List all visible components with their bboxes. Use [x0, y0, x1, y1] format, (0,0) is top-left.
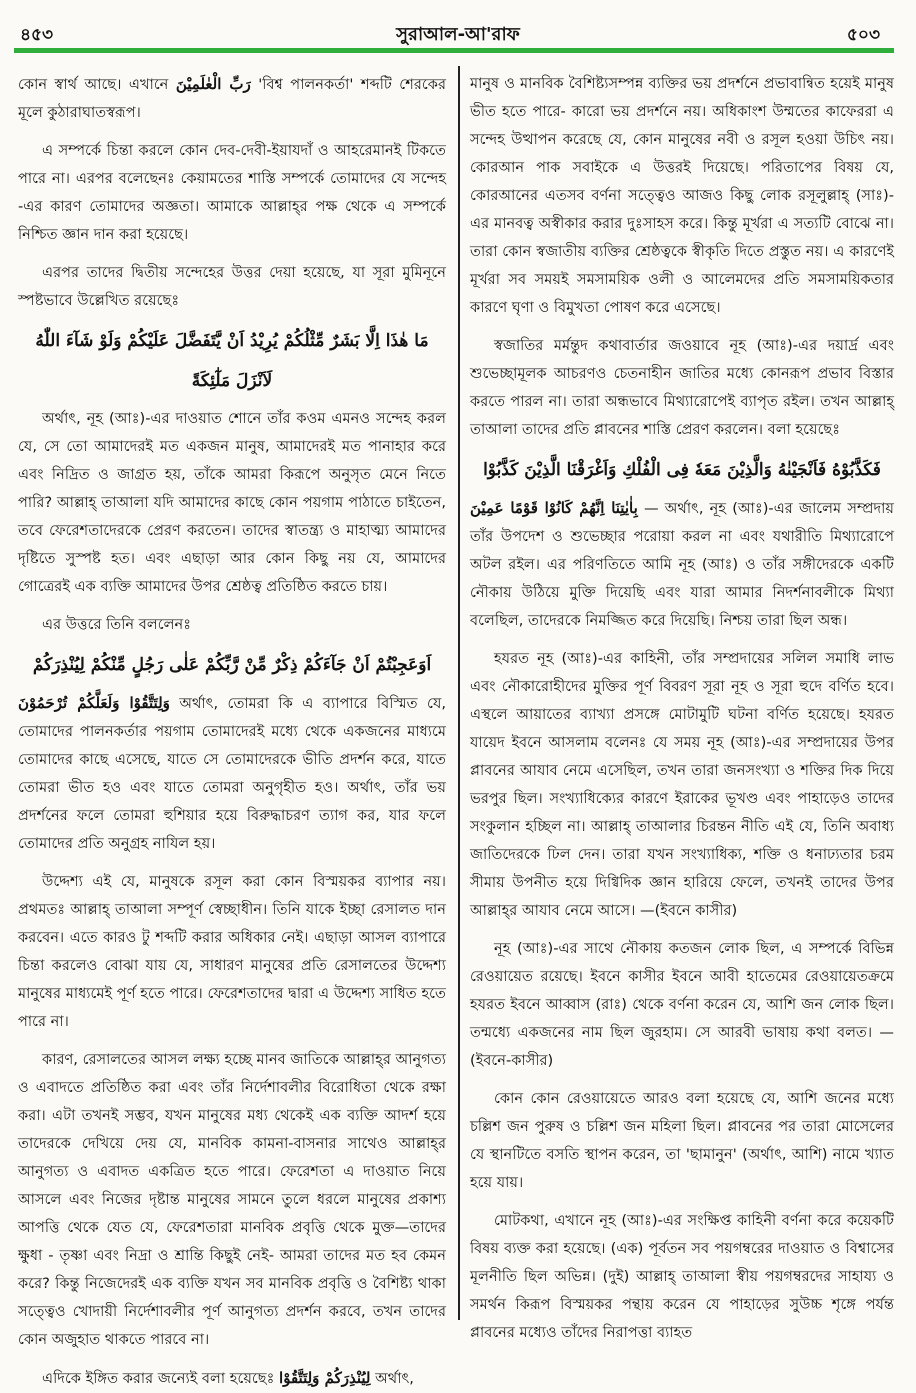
header-rule	[14, 48, 894, 53]
paragraph: উদ্দেশ্য এই যে, মানুষকে রসূল করা কোন বিস্ময়কর ব্যাপার নয়। প্রথমতঃ আল্লাহ্‌ তাআলা সম্পূর্ণ স্বেচ্ছাধীন। তিনি যাকে ইচ্ছা রেসালত দান করবেন। এতে কারও টু শব্দটি করার অধিকার নেই। এছাড়া আসল ব্যাপারে চিন্তা করলেও বোঝা যায় যে, সাধারণ মানুষের প্রতি রেসালতের উদ্দেশ্য মানুষের মাধ্যমেই পূর্ণ হতে পারে। ফেরেশতাদের দ্বারা এ উদ্দেশ্য সাধিত হতে পারে না।	[18, 873, 446, 1030]
paragraph: স্বজাতির মর্মন্তুদ কথাবার্তার জওয়াবে নূহ (আঃ)-এর দয়ার্দ্র এবং শুভেচ্ছামূলক আচরণও চেতনাহীন জাতির মধ্যে কোনরূপ প্রভাব বিস্তার করতে পারল না। তারা অন্ধভাবে মিথ্যারোপেই ব্যাপৃত রইল। তখন আল্লাহ্‌ তাআলা তাদের প্রতি প্লাবনের শাস্তি প্রেরণ করলেন। বলা হয়েছেঃ	[470, 337, 894, 438]
page-number-bengali: ৪৫৩	[20, 25, 54, 45]
paragraph: এ সম্পর্কে চিন্তা করলে কোন দেব-দেবী-ইয়াযদাঁ ও আহরেমানই টিকতে পারে না। এরপর বলেছেনঃ কেয়ামতের শাস্তি সম্পর্কে তোমাদের যে সন্দেহ -এর কারণ তোমাদের অজ্ঞতা। আমাকে আল্লাহ্‌র পক্ষ থেকে এ সম্পর্কে নিশ্চিত জ্ঞান দান করা হয়েছে।	[18, 142, 446, 243]
paragraph: মোটকথা, এখানে নূহ (আঃ)-এর সংক্ষিপ্ত কাহিনী বর্ণনা করে কয়েকটি বিষয় ব্যক্ত করা হয়েছে। (এক) পূর্বতন সব পয়গম্বরের দাওয়াত ও বিশ্বাসের মূলনীতি ছিল অভিন্ন। (দুই) আল্লাহ্‌ তাআলা স্বীয় পয়গম্বরদের সাহায্য ও সমর্থন কিরূপ বিস্ময়কর পন্থায় করেন যে পাহাড়ের সুউচ্চ শৃঙ্গে পর্যন্ত প্লাবনের মধ্যেও তাঁদের নিরাপত্তা ব্যাহত	[470, 1212, 894, 1341]
paragraph: وَلِتَتَّقُوْا وَلَعَلَّكُمْ تُرْحَمُوْنَ অর্থাৎ, তোমরা কি এ ব্যাপারে বিস্মিত যে, তোমাদের পালনকর্তার পয়গাম তোমাদেরই মধ্যে থেকে একজনের মাধ্যমে তোমাদের কাছে এসেছে, যাতে সে তোমাদেরকে ভীতি প্রদর্শন করে, যাতে তোমরা ভীত হও এবং যাতে তোমরা অনুগৃহীত হও। অর্থাৎ, তাঁর ভয় প্রদর্শনের ফলে তোমরা হুশিয়ার হয়ে বিরুদ্ধাচরণ ত্যাগ কর, যার ফলে তোমাদের প্রতি অনুগ্রহ নাযিল হয়।	[18, 694, 446, 852]
inline-arabic: بِاٰيٰتِنَا اِنَّهُمْ كَانُوْا قَوْمًا عَمِيْنَ	[470, 499, 638, 517]
arabic-verse: مَا هٰذَا اِلَّا بَشَرٌ مِّثْلُكُمْ يُرِيْدُ اَنْ يَّتَفَضَّلَ عَلَيْكُمْ وَلَوْ شَآءَ اللّٰهُ	[35, 331, 429, 351]
inline-arabic: وَلِتَتَّقُوْا وَلَعَلَّكُمْ تُرْحَمُوْنَ	[18, 694, 170, 712]
right-column	[470, 70, 894, 1341]
page-number-right: ৫০৩	[846, 25, 880, 45]
paragraph: কারণ, রেসালতের আসল লক্ষ্য হচ্ছে মানব জাতিকে আল্লাহ্‌র আনুগত্য ও এবাদতে প্রতিষ্ঠিত করা এবং তাঁর নির্দেশাবলীর বিরোধিতা থেকে রক্ষা করা। এটা তখনই সম্ভব, যখন মানুষের মধ্য থেকেই এক ব্যক্তি আদর্শ হয়ে তাদেরকে দেখিয়ে দেয় যে, মানবিক কামনা-বাসনার সাথেও আল্লাহ্‌র আনুগত্য ও এবাদত একত্রিত হতে পারে। ফেরেশতা এ দাওয়াত নিয়ে আসলে এবং নিজের দৃষ্টান্ত মানুষের সামনে তুলে ধরলে মানুষের প্রকাশ্য আপত্তি থেকে যেত যে, ফেরেশতারা মানবিক প্রবৃত্তি থেকে মুক্ত—তাদের ক্ষুধা - তৃষ্ণা এবং নিদ্রা ও শ্রান্তি কিছুই নেই- আমরা তাদের মত হব কেমন করে? কিন্তু নিজেদেরই এক ব্যক্তি যখন সব মানবিক প্রবৃত্তি ও বৈশিষ্ট্য থাকা সত্ত্বেও খোদায়ী নির্দেশাবলীর পূর্ণ আনুগত্য প্রদর্শন করবে, তখন তাদের কোন অজুহাত থাকতে পারবে না।	[18, 1051, 446, 1348]
paragraph: এদিকে ইঙ্গিত করার জন্যেই বলা হয়েছেঃ لِيُنْذِرَكُمْ وَلِتَتَّقُوْا অর্থাৎ,	[42, 1369, 414, 1387]
paragraph: নূহ (আঃ)-এর সাথে নৌকায় কতজন লোক ছিল, এ সম্পর্কে বিভিন্ন রেওয়ায়েত রয়েছে। ইবনে কাসীর ইবনে আবী হাতেমের রেওয়ায়েতক্রমে হযরত ইবনে আব্বাস (রাঃ) থেকে বর্ণনা করেন যে, আশি জন লোক ছিল। তন্মধ্যে একজনের নাম ছিল জুরহাম। সে আরবী ভাষায় কথা বলত। —(ইবনে-কাসীর)	[470, 940, 894, 1069]
arabic-verse: فَكَذَّبُوْهُ فَاَنْجَيْنٰهُ وَالَّذِيْنَ مَعَهٗ فِى الْفُلْكِ وَاَغْرَقْنَا الَّذِيْنَ كَذَّبُوْا	[483, 460, 881, 480]
paragraph: মানুষ ও মানবিক বৈশিষ্ট্যসম্পন্ন ব্যক্তির ভয় প্রদর্শনে প্রভাবান্বিত হয়েই মানুষ ভীত হতে পারে- কারো ভয় প্রদর্শনে নয়। অধিকাংশ উম্মতের কাফেররা এ সন্দেহ উত্থাপন করেছে যে, কোন মানুষের নবী ও রসূল হওয়া উচিৎ নয়। কোরআন পাক সবাইকে এ উত্তরই দিয়েছে। পরিতাপের বিষয় যে, কোরআনের এতসব বর্ণনা সত্ত্বেও আজও কিছু লোক রসূলুল্লাহ্‌ (সাঃ)-এর মানবত্ব অস্বীকার করার দুঃসাহস করে। কিন্তু মূর্খরা এ সত্যটি বোঝে না। তারা কোন স্বজাতীয় ব্যক্তির শ্রেষ্ঠত্বকে স্বীকৃতি দিতে প্রস্তুত নয়। এ কারণেই মূর্খরা সব সময়ই সমসাময়িক ওলী ও আলেমদের প্রতি সমসাময়িকতার কারণে ঘৃণা ও বিমুখতা পোষণ করে এসেছে।	[470, 75, 894, 316]
paragraph: এর উত্তরে তিনি বললেনঃ	[42, 616, 191, 633]
surah-title: সুরাআল-আ'রাফ	[396, 24, 520, 45]
column-divider	[458, 66, 460, 1320]
page-header	[0, 0, 916, 56]
inline-arabic: لِيُنْذِرَكُمْ وَلِتَتَّقُوْا	[279, 1369, 371, 1387]
left-column	[18, 70, 446, 1387]
paragraph: কোন কোন রেওয়ায়েতে আরও বলা হয়েছে যে, আশি জনের মধ্যে চল্লিশ জন পুরুষ ও চল্লিশ জন মহিলা ছিল। প্লাবনের পর তারা মোসেলের যে স্থানটিতে বসতি স্থাপন করেন, তা 'ছামানুন' (অর্থাৎ, আশি) নামে খ্যাত হয়ে যায়।	[470, 1090, 894, 1191]
inline-arabic: رَبِّ الْعٰلَمِيْنَ	[175, 75, 251, 93]
paragraph: بِاٰيٰتِنَا اِنَّهُمْ كَانُوْا قَوْمًا عَمِيْنَ — অর্থাৎ, নূহ (আঃ)-এর জালেম সম্প্রদায় তাঁর উপদেশ ও শুভেচ্ছার পরোয়া করল না এবং যথারীতি মিথ্যারোপে অটল রইল। এর পরিণতিতে আমি নূহ (আঃ) ও তাঁর সঙ্গীদেরকে একটি নৌকায় উঠিয়ে মুক্তি দিয়েছি এবং যারা আমার নিদর্শনাবলীকে মিথ্যা বলেছিল, তাদেরকে নিমজ্জিত করে দিয়েছি। নিশ্চয় তারা ছিল অন্ধ।	[470, 499, 894, 629]
paragraph: এরপর তাদের দ্বিতীয় সন্দেহের উত্তর দেয়া হয়েছে, যা সূরা মুমিনূনে স্পষ্টভাবে উল্লেখিত রয়েছেঃ	[18, 264, 446, 309]
paragraph: অর্থাৎ, নূহ (আঃ)-এর দাওয়াত শোনে তাঁর কওম এমনও সন্দেহ করল যে, সে তো আমাদেরই মত একজন মানুষ, আমাদেরই মত পানাহার করে এবং নিদ্রিত ও জাগ্রত হয়, তাঁকে আমরা কিরূপে অনুসৃত মেনে নিতে পারি? আল্লাহ্‌ তাআলা যদি আমাদের কাছে কোন পয়গাম পাঠাতে চাইতেন, তবে ফেরেশতাদেরকে প্রেরণ করতেন। তাদের স্বাতন্ত্র্য ও মাহাত্ম্য আমাদের দৃষ্টিতে সুস্পষ্ট হত। এবং এছাড়া আর কোন কিছু নয় যে, আমাদের গোত্রেরই এক ব্যক্তি আমাদের উপর শ্রেষ্ঠত্ব প্রতিষ্ঠিত করতে চায়।	[18, 410, 446, 595]
arabic-verse: لَاَنْزَلَ مَلٰٓئِكَةً	[191, 371, 273, 391]
arabic-verse: اَوَعَجِبْتُمْ اَنْ جَآءَكُمْ ذِكْرٌ مِّنْ رَّبِّكُمْ عَلٰى رَجُلٍ مِّنْكُمْ لِيُنْذِرَكُمْ	[32, 655, 432, 675]
paragraph: হযরত নূহ (আঃ)-এর কাহিনী, তাঁর সম্প্রদায়ের সলিল সমাধি লাভ এবং নৌকারোহীদের মুক্তির পূর্ণ বিবরণ সূরা নূহ ও সূরা হুদে বর্ণিত হবে। এস্থলে আয়াতের ব্যাখ্যা প্রসঙ্গে মোটামুটি ঘটনা বর্ণিত হয়েছে। হযরত যায়েদ ইবনে আসলাম বলেনঃ যে সময় নূহ (আঃ)-এর সম্প্রদায়ের উপর প্লাবনের আযাব নেমে এসেছিল, তখন তারা জনসংখ্যা ও শক্তির দিক দিয়ে ভরপুর ছিল। সংখ্যাধিক্যের কারণে ইরাকের ভূখণ্ড এবং পাহাড়েও তাদের সংকুলান হচ্ছিল না। আল্লাহ্‌ তাআলার চিরন্তন নীতি এই যে, তিনি অবাধ্য জাতিদেরকে ঢিল দেন। তারা যখন সংখ্যাধিক্য, শক্তি ও ধনাঢ্যতার চরম সীমায় উপনীত হয়ে দিগ্বিদিক জ্ঞান হারিয়ে ফেলে, তখনই তাদের উপর আল্লাহ্‌র আযাব নেমে আসে। —(ইবনে কাসীর)	[470, 650, 894, 919]
paragraph: কোন স্বার্থ আছে। এখানে رَبِّ الْعٰلَمِيْنَ 'বিশ্ব পালনকর্তা' শব্দটি শেরকের মূলে কুঠারাঘাতস্বরূপ।	[18, 75, 446, 121]
